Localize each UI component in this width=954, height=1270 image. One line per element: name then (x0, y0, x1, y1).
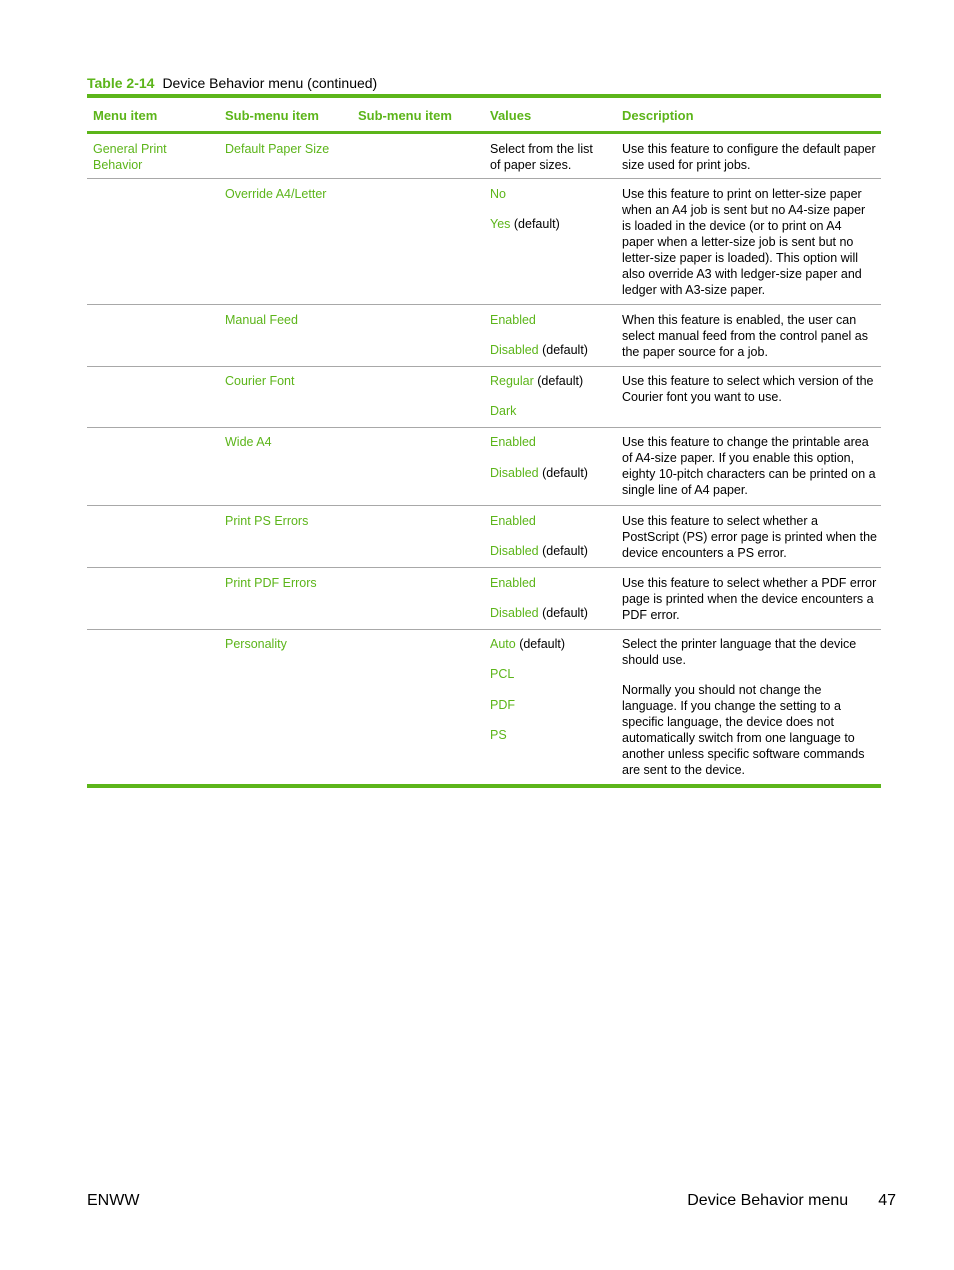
footer-right (687, 1192, 896, 1210)
value-name: PCL (490, 667, 515, 681)
value-line: of paper sizes. (490, 158, 572, 172)
value-option (490, 666, 616, 682)
menu-item-line: General Print (93, 142, 167, 156)
value-name: Disabled (490, 544, 539, 558)
value-name: Disabled (490, 606, 539, 620)
value-cell (490, 513, 616, 559)
value-name: PDF (490, 698, 515, 712)
value-line: Select from the list (490, 142, 593, 156)
description: Use this feature to select which version of the Courier font you want to use. (622, 374, 874, 404)
table-title: Device Behavior menu (continued) (162, 75, 378, 91)
sub-menu-item: Default Paper Size (225, 142, 330, 156)
header-values: Values (490, 108, 532, 123)
value-suffix: (default) (538, 343, 588, 357)
value-suffix: (default) (538, 466, 588, 480)
value-cell (490, 636, 616, 743)
value-option (490, 605, 616, 621)
table-caption (87, 75, 377, 91)
value-name: No (490, 187, 506, 201)
value-option (490, 216, 616, 232)
sub-menu-item: Manual Feed (225, 313, 298, 327)
menu-item-cell (93, 141, 213, 173)
value-option (490, 513, 616, 529)
value-option (490, 465, 616, 481)
table-row (87, 305, 881, 367)
value-suffix: (default) (538, 606, 588, 620)
page-number: 47 (878, 1192, 896, 1209)
value-option (490, 727, 616, 743)
value-option (490, 543, 616, 559)
value-option (490, 342, 616, 358)
value-suffix: (default) (538, 544, 588, 558)
table-number: Table 2-14 (87, 75, 155, 91)
value-cell (490, 434, 616, 481)
description: Use this feature to select whether a PostScript (PS) error page is printed when the device encounters a PS error. (622, 514, 877, 560)
value-name: PS (490, 728, 507, 742)
value-name: Disabled (490, 466, 539, 480)
value-suffix: (default) (515, 637, 566, 651)
value-name: Enabled (490, 313, 536, 327)
value-name: Enabled (490, 514, 536, 528)
value-name: Yes (490, 217, 511, 231)
value-option (490, 186, 616, 202)
table-row (87, 428, 881, 506)
menu-item-line: Behavior (93, 158, 143, 172)
value-option (490, 697, 616, 713)
header-description: Description (622, 108, 694, 123)
value-option (490, 636, 616, 652)
value-cell (490, 575, 616, 621)
sub-menu-item: Wide A4 (225, 435, 272, 449)
table-row (87, 506, 881, 568)
value-cell (490, 312, 616, 358)
table-header-row (87, 98, 881, 131)
value-name: Auto (490, 637, 516, 651)
footer-section: Device Behavior menu (687, 1192, 849, 1209)
value-name: Regular (490, 374, 534, 388)
description: Use this feature to change the printable area of A4-size paper. If you enable this option, eighty 10-pitch characters can be printed on a single line of A4 paper. (622, 435, 876, 497)
value-option (490, 403, 616, 419)
value-name: Dark (490, 404, 517, 418)
value-cell (490, 186, 616, 232)
description (622, 636, 877, 778)
value-option (490, 434, 616, 450)
value-cell (490, 141, 616, 173)
value-name: Enabled (490, 576, 536, 590)
description-paragraph: Select the printer language that the device should use. (622, 637, 857, 667)
sub-menu-item: Courier Font (225, 374, 295, 388)
table-row (87, 179, 881, 305)
table-bottom-rule (87, 784, 881, 788)
value-option (490, 575, 616, 591)
device-behavior-table (87, 94, 881, 788)
value-suffix: (default) (533, 374, 584, 388)
table-row (87, 134, 881, 179)
description: Use this feature to print on letter-size paper when an A4 job is sent but no A4-size paper is loaded in the device (or to print on A4 paper when a letter-size job is sent but no letter-size paper is loaded). This option will also override A3 with ledger-size paper and ledger with A3-size paper. (622, 187, 866, 297)
value-cell (490, 373, 616, 419)
footer-left: ENWW (87, 1192, 140, 1209)
value-name: Disabled (490, 343, 539, 357)
table-row (87, 630, 881, 784)
value-suffix: (default) (510, 217, 560, 231)
header-menu-item: Menu item (93, 108, 158, 123)
sub-menu-item: Personality (225, 637, 287, 651)
table-row (87, 367, 881, 428)
value-option (490, 312, 616, 328)
description: When this feature is enabled, the user can select manual feed from the control panel as the paper source for a job. (622, 313, 868, 359)
description: Use this feature to select whether a PDF error page is printed when the device encounters a PDF error. (622, 576, 877, 622)
description: Use this feature to configure the default paper size used for print jobs. (622, 142, 876, 172)
header-sub-menu-item-2: Sub-menu item (358, 108, 452, 123)
table-row (87, 568, 881, 630)
sub-menu-item: Print PS Errors (225, 514, 309, 528)
value-name: Enabled (490, 435, 536, 449)
description-paragraph: Normally you should not change the language. If you change the setting to a specific language, the device does not automatically switch from one language to another unless specific software commands are sent to the device. (622, 683, 865, 777)
sub-menu-item: Override A4/Letter (225, 187, 327, 201)
value-option (490, 373, 616, 389)
sub-menu-item: Print PDF Errors (225, 576, 317, 590)
header-sub-menu-item-1: Sub-menu item (225, 108, 319, 123)
